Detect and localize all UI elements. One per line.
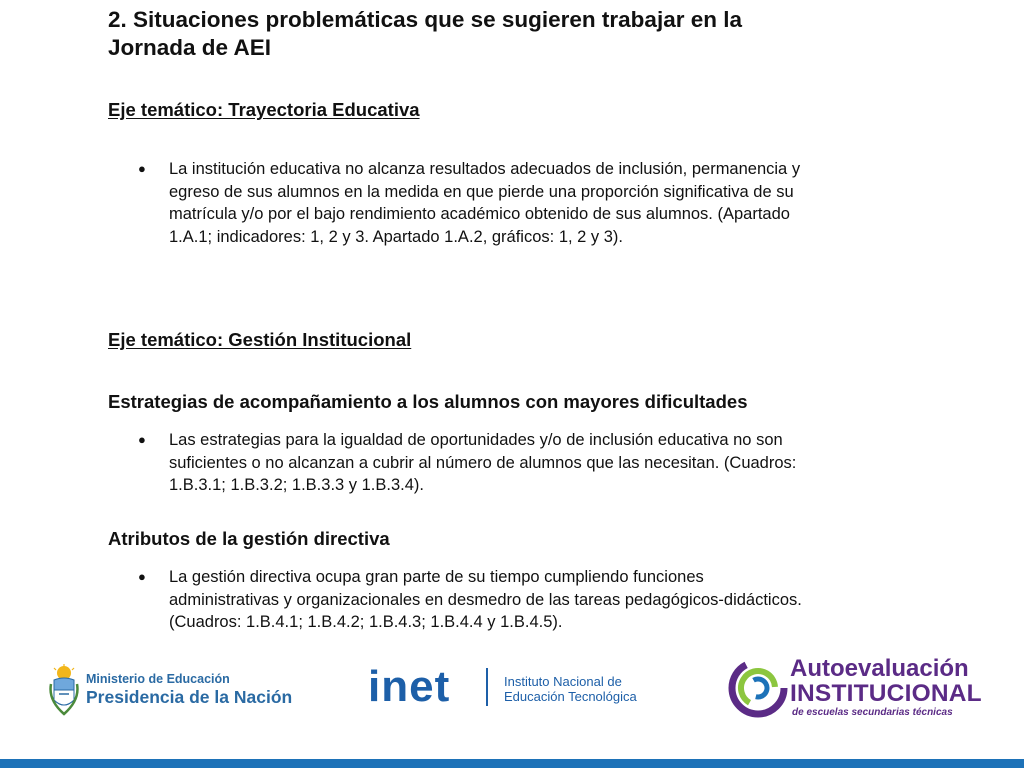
bullet-dot-icon: ● <box>138 432 146 447</box>
bullet-line: (Cuadros: 1.B.4.1; 1.B.4.2; 1.B.4.3; 1.B.4.4 y 1.B.4.5). <box>169 613 563 631</box>
bullet-text <box>169 158 939 248</box>
bullet-dot-icon: ● <box>138 161 146 176</box>
bullet-line: La institución educativa no alcanza resultados adecuados de inclusión, permanencia y <box>169 160 801 178</box>
aei-line-1: Autoevaluación <box>790 655 969 682</box>
ministerio-line-2: Presidencia de la Nación <box>86 687 293 707</box>
aei-line-2: INSTITUCIONAL <box>790 680 982 707</box>
heading-estrategias-acompanamiento: Estrategias de acompañamiento a los alumnos con mayores dificultades <box>108 391 748 412</box>
bullet-text <box>169 429 939 497</box>
argentina-coat-of-arms-icon <box>48 664 80 720</box>
bullet-line: egreso de sus alumnos en la medida en que pierde una proporción significativa de su <box>169 182 794 201</box>
bullet-line: 1.B.3.1; 1.B.3.2; 1.B.3.3 y 1.B.3.4). <box>169 476 424 494</box>
inet-wordmark: inet <box>368 662 451 711</box>
bullet-line: Las estrategias para la igualdad de oportunidades y/o de inclusión educativa no son <box>169 431 783 449</box>
ministerio-logo <box>48 662 293 722</box>
inet-logo <box>368 660 668 716</box>
footer-bar <box>0 759 1024 768</box>
page-title-line-1: 2. Situaciones problemáticas que se sugieren trabajar en la <box>108 7 742 32</box>
bullet-line: matrícula y/o por el bajo rendimiento académico obtenido de sus alumnos. (Apartado <box>169 205 790 223</box>
ministerio-line-1: Ministerio de Educación <box>86 672 230 686</box>
aei-line-3: de escuelas secundarias técnicas <box>792 707 953 718</box>
bullet-line: 1.A.1; indicadores: 1, 2 y 3. Apartado 1.A.2, gráficos: 1, 2 y 3). <box>169 227 624 246</box>
bullet-line: suficientes o no alcanzan a cubrir al número de alumnos que las necesitan. (Cuadros: <box>169 453 797 472</box>
heading-atributos-gestion-directiva: Atributos de la gestión directiva <box>108 528 390 549</box>
inet-line-1: Instituto Nacional de <box>504 674 622 689</box>
bullet-text <box>169 566 939 634</box>
aei-swirl-logo-icon <box>728 656 788 720</box>
autoevaluacion-logo <box>728 654 988 724</box>
inet-divider <box>486 668 488 706</box>
page-title-line-2: Jornada de AEI <box>108 35 271 60</box>
bullet-line: administrativas y organizacionales en desmedro de las tareas pedagógicos-didácticos. <box>169 590 802 609</box>
inet-line-2: Educación Tecnológica <box>504 689 637 704</box>
heading-trayectoria-educativa: Eje temático: Trayectoria Educativa <box>108 99 420 120</box>
heading-gestion-institucional: Eje temático: Gestión Institucional <box>108 329 412 350</box>
bullet-line: La gestión directiva ocupa gran parte de su tiempo cumpliendo funciones <box>169 568 704 586</box>
bullet-dot-icon: ● <box>138 569 146 584</box>
page-title <box>108 6 908 62</box>
